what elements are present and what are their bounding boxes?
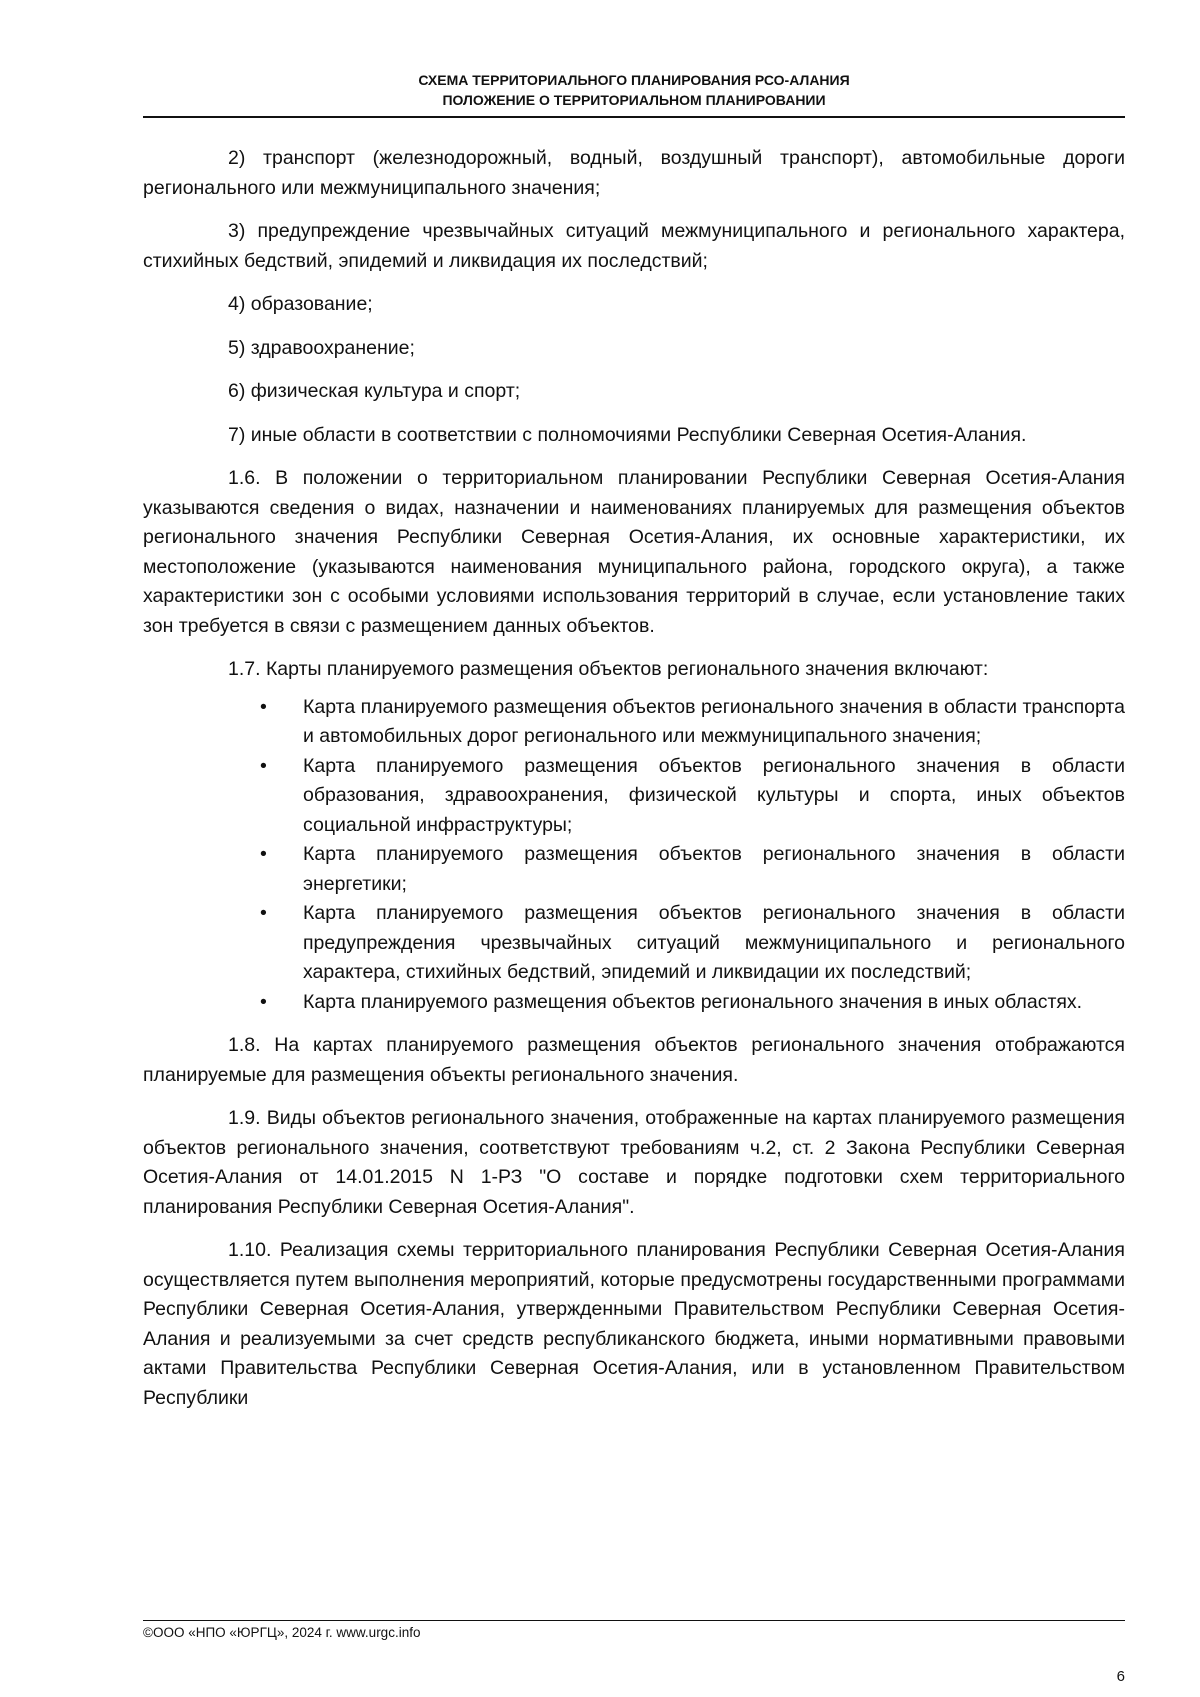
maps-list: [143, 693, 1125, 1018]
header-title-line-2: ПОЛОЖЕНИЕ О ТЕРРИТОРИАЛЬНОМ ПЛАНИРОВАНИИ: [442, 92, 826, 108]
footer-divider: [143, 1620, 1125, 1621]
list-item-text: Карта планируемого размещения объектов регионального значения в области образования, здравоохранения, физической культуры и спорта, иных объектов социальной инфраструктуры;: [303, 754, 1125, 836]
paragraph-1-7: 1.7. Карты планируемого размещения объектов регионального значения включают:: [228, 658, 989, 680]
bullet-icon: •: [260, 990, 267, 1013]
list-item: [143, 899, 1125, 988]
bullet-icon: •: [260, 754, 267, 777]
paragraph-transport: 2) транспорт (железнодорожный, водный, воздушный транспорт), автомобильные дороги регионального или межмуниципального значения;: [143, 147, 1125, 199]
footer-copyright: ©ООО «НПО «ЮРГЦ», 2024 г. www.urgc.info: [143, 1625, 421, 1640]
list-item: [143, 693, 1125, 752]
bullet-icon: •: [260, 902, 267, 924]
paragraph-1-6: 1.6. В положении о территориальном планировании Республики Северная Осетия-Алания указываются сведения о видах, назначении и наименованиях планируемых для размещения объектов регионального значения Республики Северная Осетия-Алания, их основные характеристики, их местоположение (указываются наименования муниципального района, городского округа), а также характеристики зон с особыми условиями использования территорий в случае, если установление таких зон требуется в связи с размещением данных объектов.: [143, 467, 1125, 637]
header-title-line-1: СХЕМА ТЕРРИТОРИАЛЬНОГО ПЛАНИРОВАНИЯ РСО-АЛАНИЯ: [418, 72, 850, 88]
list-item: [143, 840, 1125, 899]
paragraph-emergency: 3) предупреждение чрезвычайных ситуаций межмуниципального и регионального характера, стихийных бедствий, эпидемий и ликвидация их последствий;: [143, 220, 1125, 272]
list-item-text: Карта планируемого размещения объектов регионального значения в области транспорта и автомобильных дорог регионального или межмуниципального значения;: [303, 695, 1125, 747]
paragraph-health: 5) здравоохранение;: [228, 336, 415, 359]
list-item-text: Карта планируемого размещения объектов регионального значения в области предупреждения чрезвычайных ситуаций межмуниципального и регионального характера, стихийных бедствий, эпидемий и ликвидации их последствий;: [303, 902, 1125, 983]
bullet-icon: •: [260, 843, 267, 865]
paragraph-1-10: 1.10. Реализация схемы территориального планирования Республики Северная Осетия-Алания осуществляется путем выполнения мероприятий, которые предусмотрены государственными программами Республики Северная Осетия-Алания, утвержденными Правительством Республики Северная Осетия-Алания и реализуемыми за счет средств республиканского бюджета, иными нормативными правовыми актами Правительства Республики Северная Осетия-Алания, или в установленном Правительством Республики: [143, 1239, 1125, 1409]
paragraph-1-9: 1.9. Виды объектов регионального значения, отображенные на картах планируемого размещения объектов регионального значения, соответствуют требованиям ч.2, ст. 2 Закона Республики Северная Осетия-Алания от 14.01.2015 N 1-РЗ "О составе и порядке подготовки схем территориального планирования Республики Северная Осетия-Алания".: [143, 1107, 1125, 1218]
bullet-icon: •: [260, 695, 267, 718]
page-number: 6: [1116, 1668, 1125, 1685]
paragraph-sport: 6) физическая культура и спорт;: [228, 380, 521, 402]
list-item-text: Карта планируемого размещения объектов регионального значения в иных областях.: [303, 990, 1083, 1013]
list-item: [143, 988, 1125, 1018]
page-header: [143, 70, 1125, 110]
document-body: [143, 144, 1125, 1427]
list-item-text: Карта планируемого размещения объектов регионального значения в области энергетики;: [303, 843, 1125, 895]
paragraph-1-8: 1.8. На картах планируемого размещения объектов регионального значения отображаются планируемые для размещения объекты регионального значения.: [143, 1034, 1125, 1086]
header-divider: [143, 116, 1125, 118]
paragraph-other-areas: 7) иные области в соответствии с полномочиями Республики Северная Осетия-Алания.: [228, 423, 1027, 446]
paragraph-education: 4) образование;: [228, 293, 373, 315]
list-item: [143, 752, 1125, 841]
